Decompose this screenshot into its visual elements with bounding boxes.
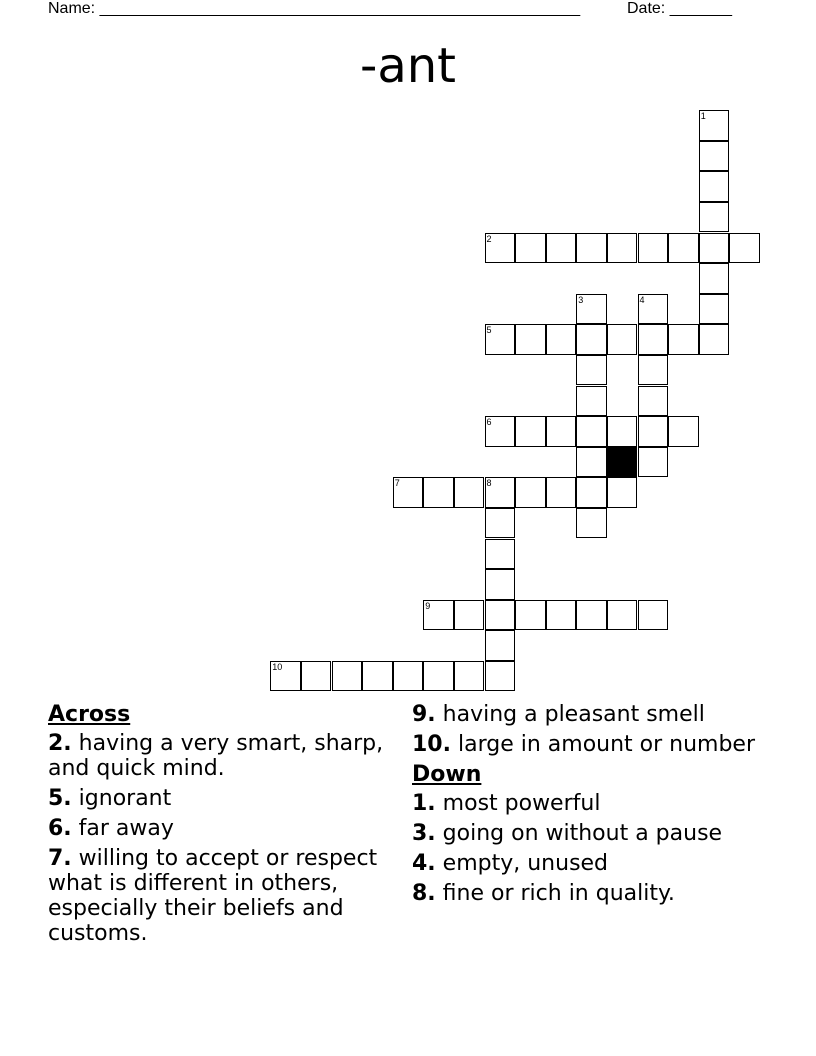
clue-text: willing to accept or respect what is different in others, especially their beliefs and customs.	[48, 846, 378, 946]
grid-cell[interactable]	[515, 477, 546, 508]
grid-cell[interactable]	[515, 324, 546, 355]
grid-cell[interactable]	[668, 233, 699, 264]
clue-number: 6.	[48, 816, 72, 841]
grid-cell[interactable]	[546, 416, 577, 447]
name-field-label: Name: ______________________________________________________	[48, 0, 581, 17]
clue-text: most powerful	[442, 791, 601, 816]
grid-cell[interactable]	[454, 477, 485, 508]
grid-cell[interactable]	[576, 600, 607, 631]
clue-text: far away	[78, 816, 174, 841]
cell-number: 5	[486, 325, 492, 336]
grid-cell[interactable]	[485, 324, 516, 355]
grid-cell[interactable]	[485, 416, 516, 447]
grid-cell[interactable]	[576, 294, 607, 325]
grid-cell[interactable]	[668, 324, 699, 355]
grid-cell[interactable]	[393, 661, 424, 692]
grid-cell[interactable]	[423, 600, 454, 631]
clue-down-8	[412, 881, 762, 906]
grid-cell[interactable]	[607, 324, 638, 355]
puzzle-title: -ant	[360, 38, 456, 94]
grid-cell[interactable]	[515, 416, 546, 447]
grid-cell[interactable]	[485, 600, 516, 631]
cell-number: 6	[486, 417, 492, 428]
cell-number: 10	[272, 661, 283, 672]
grid-cell[interactable]	[485, 233, 516, 264]
clue-number: 2.	[48, 731, 72, 756]
grid-cell[interactable]	[576, 416, 607, 447]
grid-cell[interactable]	[638, 294, 669, 325]
grid-cell[interactable]	[546, 477, 577, 508]
clue-down-4	[412, 851, 762, 876]
clue-across-9	[412, 702, 762, 727]
clue-text: fine or rich in quality.	[442, 881, 675, 906]
clue-text: having a very smart, sharp, and quick mind.	[48, 731, 384, 781]
clue-text: ignorant	[78, 786, 172, 811]
clue-text: large in amount or number	[457, 732, 756, 757]
clue-across-2	[48, 731, 388, 781]
clue-across-5	[48, 786, 388, 811]
grid-cell[interactable]	[485, 630, 516, 661]
grid-cell[interactable]	[515, 600, 546, 631]
grid-cell[interactable]	[576, 386, 607, 417]
grid-cell[interactable]	[454, 661, 485, 692]
grid-cell[interactable]	[423, 661, 454, 692]
clue-number: 10.	[412, 732, 451, 757]
grid-cell[interactable]	[546, 233, 577, 264]
grid-cell[interactable]	[699, 171, 730, 202]
grid-cell[interactable]	[699, 202, 730, 233]
cell-number: 4	[639, 294, 645, 305]
grid-cell[interactable]	[699, 110, 730, 141]
grid-cell[interactable]	[699, 294, 730, 325]
grid-cell[interactable]	[576, 477, 607, 508]
across-heading: Across	[48, 702, 131, 727]
clue-number: 1.	[412, 791, 436, 816]
grid-cell[interactable]	[576, 447, 607, 478]
grid-cell[interactable]	[729, 233, 760, 264]
clue-text: empty, unused	[442, 851, 609, 876]
down-heading: Down	[412, 762, 482, 787]
cell-number: 3	[578, 294, 584, 305]
grid-cell[interactable]	[607, 477, 638, 508]
grid-cell[interactable]	[607, 233, 638, 264]
cell-number: 8	[486, 478, 492, 489]
grid-cell[interactable]	[638, 447, 669, 478]
grid-cell[interactable]	[485, 477, 516, 508]
grid-cell[interactable]	[638, 600, 669, 631]
clues-right-column	[412, 702, 762, 911]
grid-cell[interactable]	[576, 355, 607, 386]
clues-left-column	[48, 702, 388, 951]
cell-number: 2	[486, 233, 492, 244]
clue-across-7	[48, 846, 388, 946]
cell-number: 1	[700, 111, 706, 122]
grid-cell[interactable]	[301, 661, 332, 692]
grid-cell[interactable]	[699, 263, 730, 294]
grid-cell[interactable]	[546, 600, 577, 631]
clue-number: 7.	[48, 846, 72, 871]
grid-cell[interactable]	[485, 661, 516, 692]
grid-cell[interactable]	[485, 539, 516, 570]
grid-cell[interactable]	[393, 477, 424, 508]
clue-text: going on without a pause	[442, 821, 723, 846]
grid-cell[interactable]	[546, 324, 577, 355]
clue-number: 4.	[412, 851, 436, 876]
grid-cell[interactable]	[638, 233, 669, 264]
grid-cell[interactable]	[362, 661, 393, 692]
clue-across-6	[48, 816, 388, 841]
grid-cell[interactable]	[485, 508, 516, 539]
grid-cell[interactable]	[454, 600, 485, 631]
grid-cell[interactable]	[423, 477, 454, 508]
grid-cell[interactable]	[270, 661, 301, 692]
date-field-label: Date: _______	[627, 0, 732, 17]
grid-cell[interactable]	[638, 416, 669, 447]
grid-cell[interactable]	[332, 661, 363, 692]
grid-cell[interactable]	[576, 324, 607, 355]
cell-number: 7	[394, 478, 400, 489]
grid-cell[interactable]	[515, 233, 546, 264]
grid-cell[interactable]	[638, 324, 669, 355]
grid-cell[interactable]	[699, 141, 730, 172]
grid-cell[interactable]	[607, 416, 638, 447]
clue-number: 5.	[48, 786, 72, 811]
grid-cell[interactable]	[699, 233, 730, 264]
grid-cell[interactable]	[607, 600, 638, 631]
grid-cell[interactable]	[668, 416, 699, 447]
grid-cell[interactable]	[485, 569, 516, 600]
grid-cell[interactable]	[576, 508, 607, 539]
clue-down-1	[412, 791, 762, 816]
grid-cell[interactable]	[699, 324, 730, 355]
black-cell	[607, 447, 638, 478]
grid-cell[interactable]	[638, 355, 669, 386]
grid-cell[interactable]	[638, 386, 669, 417]
clue-number: 3.	[412, 821, 436, 846]
clue-text: having a pleasant smell	[442, 702, 705, 727]
grid-cell[interactable]	[576, 233, 607, 264]
clue-number: 9.	[412, 702, 436, 727]
clue-number: 8.	[412, 881, 436, 906]
clue-down-3	[412, 821, 762, 846]
clue-across-10	[412, 732, 762, 757]
cell-number: 9	[425, 600, 431, 611]
